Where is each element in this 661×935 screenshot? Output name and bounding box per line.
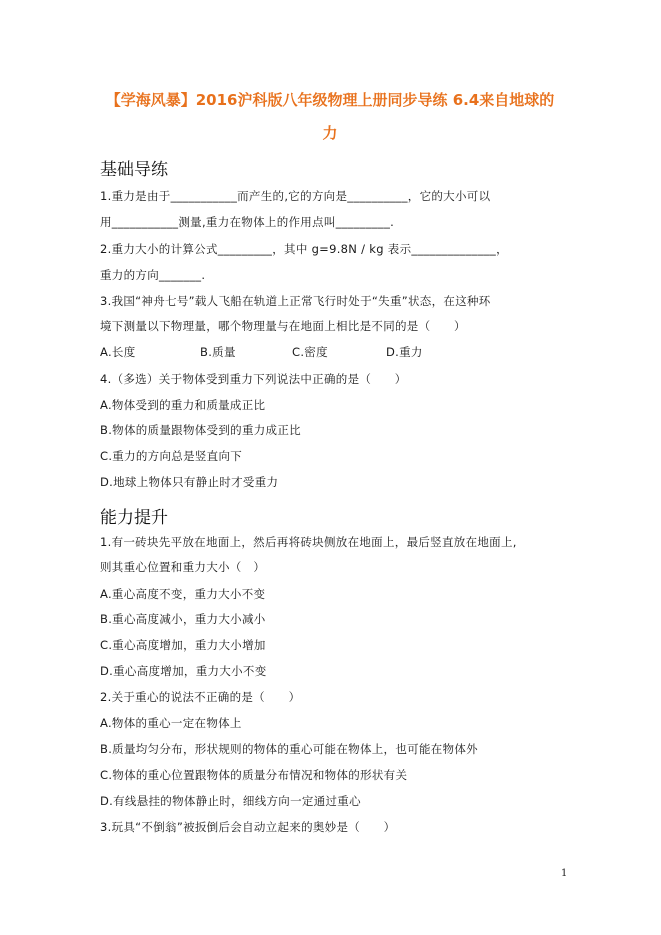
option-a: A.物体受到的重力和质量成正比: [100, 398, 266, 412]
option-c: C.密度: [292, 345, 328, 359]
option-b: B.质量: [200, 345, 236, 359]
question-text: 重力的方向_______.: [100, 268, 206, 282]
document-title-line-1: 【学海风暴】2016沪科版八年级物理上册同步导练 6.4来自地球的: [105, 91, 555, 109]
answer-options: [100, 344, 423, 360]
question-text: 4.（多选）关于物体受到重力下列说法中正确的是（ ）: [100, 372, 407, 386]
section-heading-advanced: 能力提升: [100, 508, 168, 528]
question-text: 用___________测量,重力在物体上的作用点叫_________.: [100, 215, 395, 229]
option-a: A.长度: [100, 345, 136, 359]
option-d: D.地球上物体只有静止时才受重力: [100, 475, 279, 489]
option-c: C.物体的重心位置跟物体的质量分布情况和物体的形状有关: [100, 768, 408, 782]
option-c: C.重心高度增加，重力大小增加: [100, 638, 266, 652]
option-a: A.物体的重心一定在物体上: [100, 716, 242, 730]
option-c: C.重力的方向总是竖直向下: [100, 449, 243, 463]
question-text: 1.有一砖块先平放在地面上，然后再将砖块侧放在地面上，最后竖直放在地面上,: [100, 535, 517, 549]
option-b: B.质量均匀分布，形状规则的物体的重心可能在物体上，也可能在物体外: [100, 742, 478, 756]
question-text: 3.我国“神舟七号”载人飞船在轨道上正常飞行时处于“失重”状态，在这种环: [100, 294, 491, 308]
option-b: B.物体的质量跟物体受到的重力成正比: [100, 423, 301, 437]
option-b: B.重心高度减小，重力大小减小: [100, 612, 266, 626]
question-text: 1.重力是由于___________而产生的,它的方向是__________，它的大小可以: [100, 189, 491, 203]
option-d: D.重心高度增加，重力大小不变: [100, 664, 267, 678]
option-d: D.有线悬挂的物体静止时，细线方向一定通过重心: [100, 794, 361, 808]
option-d: D.重力: [386, 345, 423, 359]
question-text: 2.重力大小的计算公式_________，其中 g=9.8N / kg 表示______________，: [100, 242, 508, 256]
page-number: 1: [561, 868, 568, 879]
document-title-line-2: 力: [322, 124, 338, 142]
question-text: 2.关于重心的说法不正确的是（ ）: [100, 690, 301, 704]
option-a: A.重心高度不变，重力大小不变: [100, 587, 266, 601]
question-text: 则其重心位置和重力大小（ ）: [100, 560, 266, 574]
section-heading-basic: 基础导练: [100, 160, 168, 180]
question-text: 境下测量以下物理量，哪个物理量与在地面上相比是不同的是（ ）: [100, 319, 466, 333]
question-text: 3.玩具“不倒翁”被扳倒后会自动立起来的奥妙是（ ）: [100, 820, 396, 834]
